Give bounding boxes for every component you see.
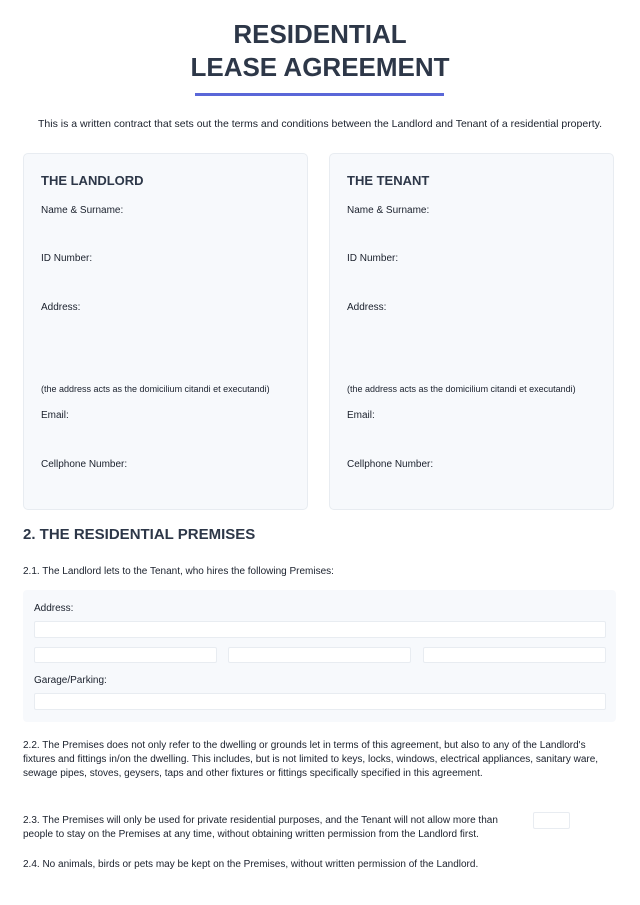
premises-address-input-2[interactable]: [34, 647, 217, 663]
clause-2-3-part-2: people to stay on the Premises at any time, without obtaining written permission from the Landlord first.: [23, 829, 479, 840]
landlord-address-label: Address:: [41, 302, 81, 313]
tenant-heading: THE TENANT: [347, 173, 430, 188]
intro-text: This is a written contract that sets out the terms and conditions between the Landlord and Tenant of a residential property.: [37, 118, 603, 130]
premises-address-input-3[interactable]: [228, 647, 411, 663]
title-line-1: RESIDENTIAL: [233, 19, 407, 49]
landlord-name-label: Name & Surname:: [41, 205, 124, 216]
section-2-heading: 2. THE RESIDENTIAL PREMISES: [23, 526, 256, 543]
clause-2-1: 2.1. The Landlord lets to the Tenant, who hires the following Premises:: [23, 566, 334, 577]
premises-address-input-4[interactable]: [423, 647, 606, 663]
tenant-name-label: Name & Surname:: [347, 205, 430, 216]
tenant-address-label: Address:: [347, 302, 387, 313]
landlord-id-label: ID Number:: [41, 253, 93, 264]
garage-parking-label: Garage/Parking:: [34, 675, 107, 686]
landlord-card: [23, 153, 308, 510]
landlord-heading: THE LANDLORD: [41, 173, 144, 188]
garage-parking-input[interactable]: [34, 693, 606, 710]
landlord-cell-label: Cellphone Number:: [41, 459, 128, 470]
landlord-address-note: (the address acts as the domicilium citandi et executandi): [41, 384, 270, 394]
tenant-id-label: ID Number:: [347, 253, 399, 264]
tenant-address-note: (the address acts as the domicilium citandi et executandi): [347, 384, 576, 394]
clause-2-2: 2.2. The Premises does not only refer to the dwelling or grounds let in terms of this agreement, but also to any of the Landlord's fixtures and fittings in/on the dwelling. This includes, but is not limited to keys, locks, windows, electrical appliances, sanitary ware, sewage pipes, stoves, geysers, taps and other fixtures or fittings specifically specified in this agreement.: [23, 740, 599, 779]
premises-address-input[interactable]: [34, 621, 606, 638]
document-title: [0, 18, 640, 84]
title-underline: [195, 93, 444, 96]
title-line-2: LEASE AGREEMENT: [190, 52, 450, 82]
premises-address-label: Address:: [34, 603, 74, 614]
clause-2-4: 2.4. No animals, birds or pets may be kept on the Premises, without written permission of the Landlord.: [23, 859, 479, 870]
tenant-card: [329, 153, 614, 510]
tenant-cell-label: Cellphone Number:: [347, 459, 434, 470]
landlord-email-label: Email:: [41, 410, 69, 421]
clause-2-3-part-1: 2.3. The Premises will only be used for private residential purposes, and the Tenant will not allow more than: [23, 815, 498, 826]
max-occupants-input[interactable]: [533, 812, 570, 829]
tenant-email-label: Email:: [347, 410, 375, 421]
